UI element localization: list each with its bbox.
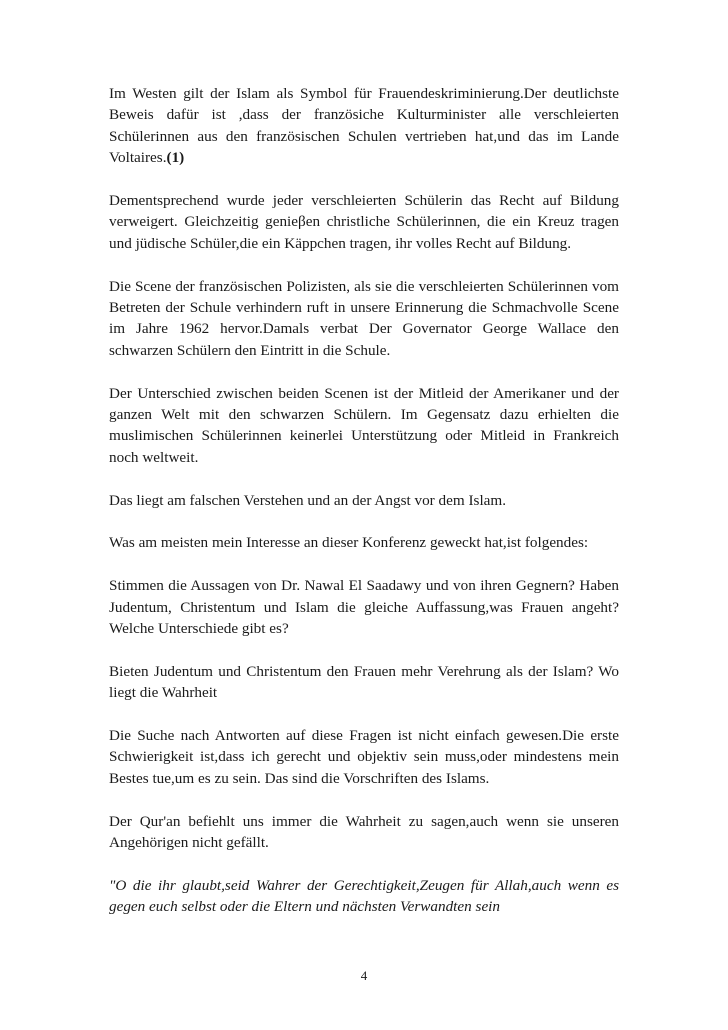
footnote-reference: (1) [166, 149, 185, 167]
paragraph-3: Die Scene der französischen Polizisten, als sie die verschleierten Schülerinnen vom Betreten der Schule verhindern ruft in unsere Erinnerung die Schmachvolle Scene im Jahre 1962 hervor.Damals verbat Der Governator George Wallace den schwarzen Schülern den Eintritt in die Schule. [109, 277, 619, 359]
paragraph-1 [109, 83, 619, 169]
document-body [109, 83, 619, 939]
paragraph-6: Was am meisten mein Interesse an dieser Konferenz geweckt hat,ist folgendes: [109, 534, 589, 552]
paragraph-1-text: Im Westen gilt der Islam als Symbol für Frauendeskriminierung.Der deutlichste Beweis dafür ist ,dass der französiche Kulturminister alle verschleierten Schülerinnen aus den französischen Schulen vertrieben hat,und das im Lande Voltaires. [109, 85, 619, 167]
quran-quote: "O die ihr glaubt,seid Wahrer der Gerechtigkeit,Zeugen für Allah,auch wenn es gegen euch selbst oder die Eltern und nächsten Verwandten sein [109, 876, 619, 916]
paragraph-2: Dementsprechend wurde jeder verschleierten Schülerin das Recht auf Bildung verweigert. Gleichzeitig genieβen christliche Schülerinnen, die ein Kreuz tragen und jüdische Schüler,die ein Käppchen tragen, ihr volles Recht auf Bildung. [109, 192, 619, 252]
paragraph-8: Bieten Judentum und Christentum den Frauen mehr Verehrung als der Islam? Wo liegt die Wahrheit [109, 662, 619, 702]
paragraph-4: Der Unterschied zwischen beiden Scenen ist der Mitleid der Amerikaner und der ganzen Welt mit den schwarzen Schülern. Im Gegensatz dazu erhielten die muslimischen Schülerinnen keinerlei Unterstützung oder Mitleid in Frankreich noch weltweit. [109, 384, 619, 466]
paragraph-7: Stimmen die Aussagen von Dr. Nawal El Saadawy und von ihren Gegnern? Haben Judentum, Christentum und Islam die gleiche Auffassung,was Frauen angeht? Welche Unterschiede gibt es? [109, 577, 619, 638]
page-number: 4 [360, 968, 368, 983]
paragraph-10: Der Qur'an befiehlt uns immer die Wahrheit zu sagen,auch wenn sie unseren Angehörigen nicht gefällt. [109, 812, 619, 852]
paragraph-5: Das liegt am falschen Verstehen und an der Angst vor dem Islam. [109, 491, 507, 509]
paragraph-9: Die Suche nach Antworten auf diese Fragen ist nicht einfach gewesen.Die erste Schwierigkeit ist,dass ich gerecht und objektiv sein muss,oder mindestens mein Bestes tue,um es zu sein. Das sind die Vorschriften des Islams. [109, 727, 619, 787]
